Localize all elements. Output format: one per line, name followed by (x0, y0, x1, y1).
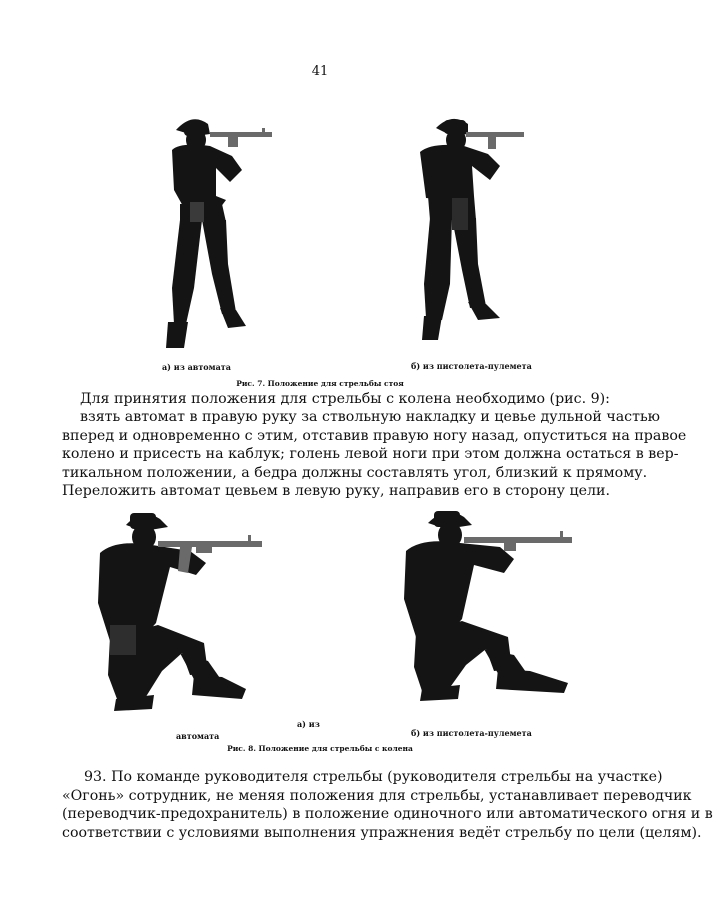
figure7-caption-b: б) из пистолета-пулемета (411, 361, 532, 371)
paragraph-line: колено и присесть на каблук; голень левой ноги при этом должна остаться в вер- (62, 446, 679, 463)
paragraph-line: вперед и одновременно с этим, отставив правую ногу назад, опуститься на правое (62, 427, 687, 444)
paragraph-line: 93. По команде руководителя стрельбы (руководителя стрельбы на участке) (84, 769, 663, 785)
page-number: 41 (311, 64, 329, 79)
figure-standing-smg (408, 104, 538, 356)
paragraph-line: взять автомат в правую руку за ствольную накладку и цевье дульной частью (80, 409, 661, 425)
figure8-title: Рис. 8. Положение для стрельбы с колена (227, 744, 413, 753)
paragraph-intro: Для принятия положения для стрельбы с колена необходимо (рис. 9): (80, 391, 610, 407)
paragraph-kneeling-instructions (62, 408, 687, 501)
figure8-caption-b: б) из пистолета-пулемета (411, 728, 532, 738)
figure-kneeling-rifle (96, 503, 276, 717)
figure7-caption-a: а) из автомата (162, 362, 231, 372)
paragraph-line: «Огонь» сотрудник, не меняя положения для стрельбы, устанавливает переводчик (62, 787, 692, 804)
paragraph-line: тикальном положении, а бедра должны составлять угол, близкий к прямому. (62, 464, 648, 481)
paragraph-line: соответствии с условиями выполнения упражнения ведёт стрельбу по цели (целям). (62, 824, 702, 841)
paragraph-93 (62, 768, 713, 842)
paragraph-line: Переложить автомат цевьем в левую руку, направив его в сторону цели. (62, 483, 611, 500)
figure8-caption-a: автомата (176, 731, 220, 741)
figure8-caption-a-prefix: а) из (297, 719, 320, 729)
figure-standing-rifle (150, 104, 280, 356)
paragraph-line: (переводчик-предохранитель) в положение одиночного или автоматического огня и в (62, 806, 713, 823)
figure-kneeling-smg (400, 503, 586, 703)
figure7-title: Рис. 7. Положение для стрельбы стоя (236, 379, 404, 388)
